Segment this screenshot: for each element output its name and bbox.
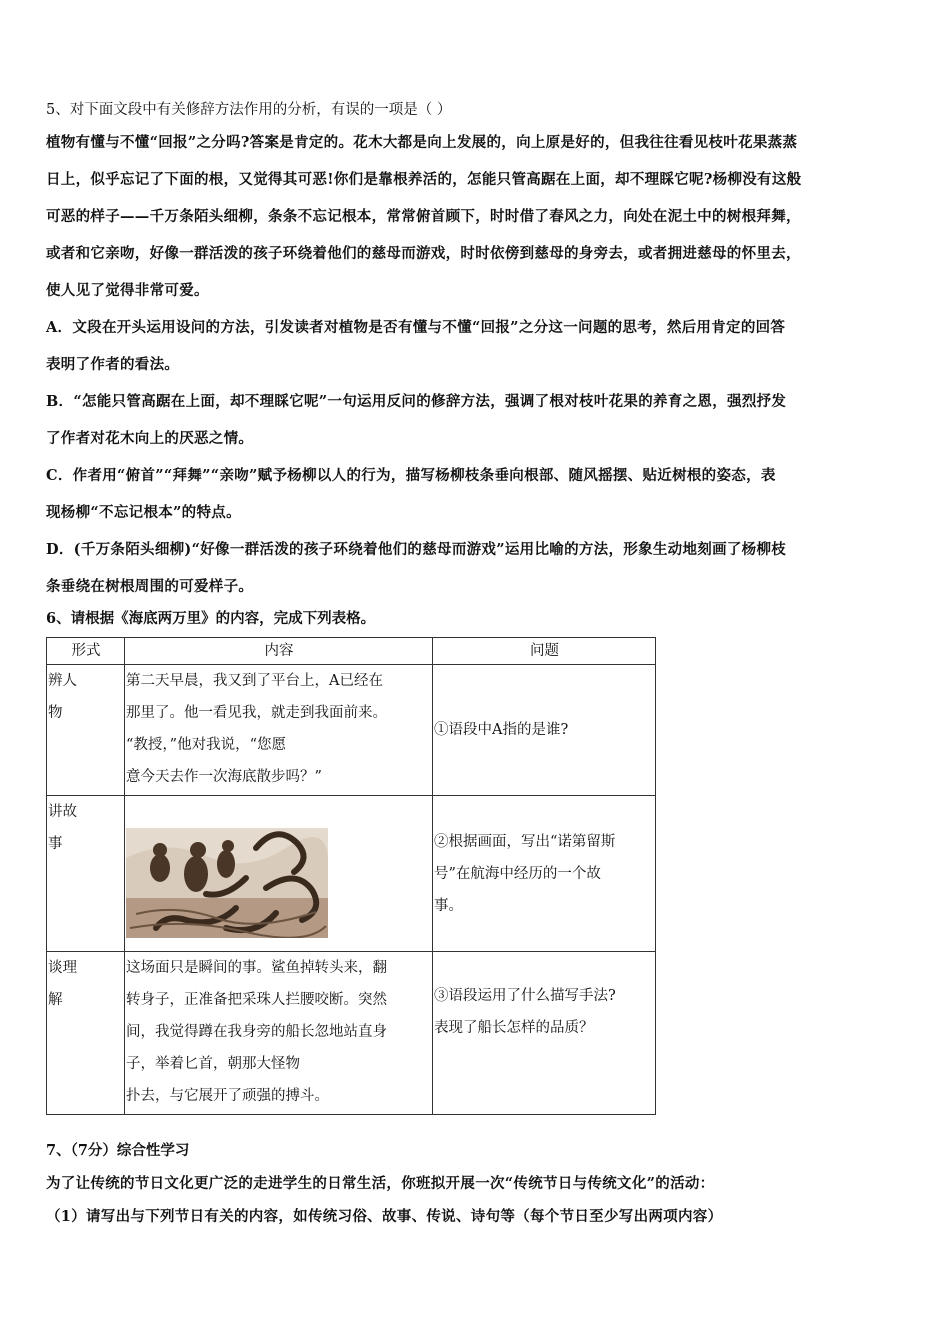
content-line: 转身子，正准备把采珠人拦腰咬断。突然 xyxy=(126,992,387,1008)
q5-option-a-cont: 表明了作者的看法。 xyxy=(46,356,180,373)
q6-stem: 6、请根据《海底两万里》的内容，完成下列表格。 xyxy=(46,610,376,627)
q5-option-b: B．“怎能只管高踞在上面，却不理睬它呢”一句运用反问的修辞方法，强调了根对枝叶花果的养育之恩，强烈抒发 xyxy=(46,393,787,410)
form-text: 谈理 xyxy=(48,960,77,976)
row-content xyxy=(125,952,433,1115)
row-content xyxy=(125,665,433,796)
q5-option-a: A．文段在开头运用设问的方法，引发读者对植物是否有懂与不懂“回报”之分这一问题的思考，然后用肯定的回答 xyxy=(46,319,786,336)
header-form: 形式 xyxy=(47,638,125,665)
q7-line: 为了让传统的节日文化更广泛的走进学生的日常生活，你班拟开展一次“传统节日与传统文化”的活动： xyxy=(46,1175,715,1192)
q5-option-b-cont: 了作者对花木向上的厌恶之情。 xyxy=(46,430,254,447)
content-line: “教授，”他对我说，“您愿 xyxy=(126,737,286,753)
form-text: 解 xyxy=(48,992,63,1008)
form-text: 物 xyxy=(48,705,63,721)
row-question xyxy=(433,796,656,952)
content-line: 扑去，与它展开了顽强的搏斗。 xyxy=(126,1088,329,1104)
question-line: 表现了船长怎样的品质？ xyxy=(434,1020,594,1036)
q5-option-c-cont: 现杨柳“不忘记根本”的特点。 xyxy=(46,504,241,521)
q5-option-d: D．(千万条陌头细柳)“好像一群活泼的孩子环绕着他们的慈母而游戏”运用比喻的方法，形象生动地刻画了杨柳枝 xyxy=(46,541,787,558)
question-line: 号”在航海中经历的一个故 xyxy=(434,865,601,882)
row-content xyxy=(125,796,433,952)
row-question xyxy=(433,952,656,1115)
q6-table xyxy=(46,637,656,1115)
table-row xyxy=(47,665,656,796)
content-line: 那里了。他一看见我，就走到我面前来。 xyxy=(126,705,387,721)
q7-line: （1）请写出与下列节日有关的内容，如传统习俗、故事、传说、诗句等（每个节日至少写出两项内容） xyxy=(46,1208,723,1225)
document-page xyxy=(46,96,910,1232)
q7-stem: 7、（7分）综合性学习 xyxy=(46,1142,190,1159)
header-question: 问题 xyxy=(433,638,656,665)
content-line: 间，我觉得蹲在我身旁的船长忽地站直身 xyxy=(126,1024,387,1040)
question-line: ③语段运用了什么描写手法? xyxy=(434,988,616,1004)
q5-option-c: C．作者用“俯首”“拜舞”“亲吻”赋予杨柳以人的行为，描写杨柳枝条垂向根部、随风摇摆、贴近树根的姿态，表 xyxy=(46,467,776,484)
table-row xyxy=(47,796,656,952)
table-row xyxy=(47,952,656,1115)
content-line: 这场面只是瞬间的事。鲨鱼掉转头来，翻 xyxy=(126,960,387,976)
form-text: 事 xyxy=(48,836,63,852)
question-line: 事。 xyxy=(434,897,463,914)
question-line: ①语段中A指的是谁? xyxy=(434,722,569,738)
q5-passage-line: 植物有懂与不懂“回报”之分吗?答案是肯定的。花木大都是向上发展的，向上原是好的，但我往往看见枝叶花果蒸蒸 xyxy=(46,134,798,151)
form-text: 辨人 xyxy=(48,673,77,689)
content-line: 意今天去作一次海底散步吗？” xyxy=(126,769,322,785)
q5-passage-line: 可恶的样子——千万条陌头细柳，条条不忘记根本，常常俯首顾下，时时借了春风之力，向处在泥土中的树根拜舞， xyxy=(46,208,801,225)
q5-passage-line: 日上，似乎忘记了下面的根，又觉得其可恶!你们是靠根养活的，怎能只管高踞在上面，却不理睬它呢?杨柳没有这般 xyxy=(46,171,802,188)
row-form xyxy=(47,952,125,1115)
content-line: 第二天早晨，我又到了平台上，A已经在 xyxy=(126,673,383,689)
table-header-row xyxy=(47,638,656,665)
q5-passage-line: 或者和它亲吻，好像一群活泼的孩子环绕着他们的慈母而游戏，时时依傍到慈母的身旁去，或者拥进慈母的怀里去， xyxy=(46,245,801,262)
question-line: ②根据画面，写出“诺第留斯 xyxy=(434,833,616,850)
content-line: 子，举着匕首，朝那大怪物 xyxy=(126,1056,300,1072)
form-text: 讲故 xyxy=(48,804,77,820)
q5-stem: 5、对下面文段中有关修辞方法作用的分析，有误的一项是（ ） xyxy=(46,102,452,118)
octopus-battle-illustration xyxy=(126,828,328,938)
header-content: 内容 xyxy=(125,638,433,665)
row-question xyxy=(433,665,656,796)
row-form xyxy=(47,665,125,796)
row-form xyxy=(47,796,125,952)
q5-option-d-cont: 条垂绕在树根周围的可爱样子。 xyxy=(46,578,254,595)
q5-passage-line: 使人见了觉得非常可爱。 xyxy=(46,282,209,299)
